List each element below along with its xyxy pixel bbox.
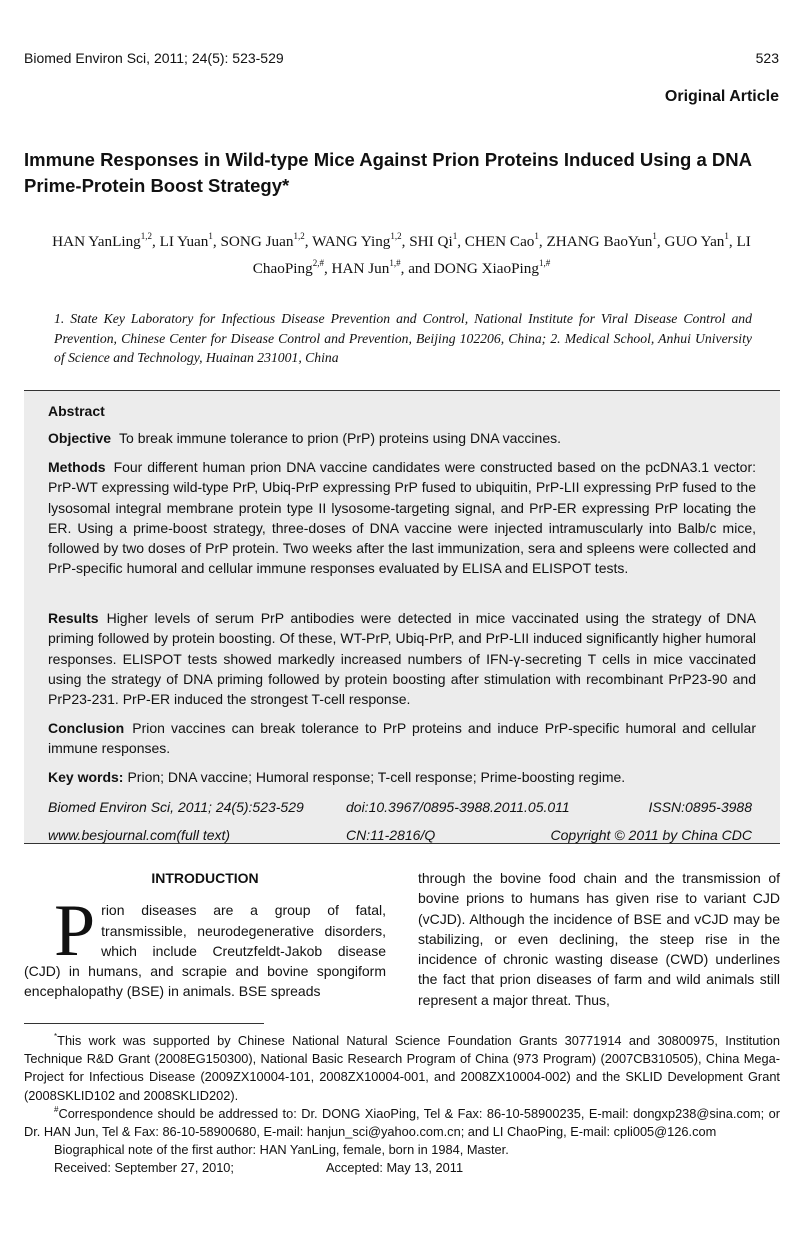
abstract-keywords [48,767,756,787]
abstract-methods [48,457,756,579]
conclusion-label: Conclusion [48,720,125,736]
abstract-objective [48,428,756,448]
author-name: SHI Qi [409,233,453,250]
author-name: DONG XiaoPing [433,260,539,277]
citation-copyright: Copyright © 2011 by China CDC [550,827,752,843]
affiliations: 1. State Key Laboratory for Infectious Disease Prevention and Control, National Institute for Viral Disease Control and Prevention, Chinese Center for Disease Control and Prevention, Beijing 102206, China; 2. Medical School, Anhui University of Science and Technology, Huainan 231001, China [54,311,752,365]
correspondence-text: Correspondence should be addressed to: Dr. DONG XiaoPing, Tel & Fax: 86-10-58900235, E-mail: dongxp238@sina.com; or Dr. HAN Jun, Tel & Fax: 86-10-58900680, E-mail: hanjun_sci@yahoo.com.cn; and LI ChaoPing, E-mail: cpli005@126.com [24,1105,780,1140]
results-label: Results [48,610,99,626]
page-number: 523 [755,50,779,66]
article-type-label: Original Article [664,88,779,105]
author-name: LI Yuan [159,233,209,250]
introduction-heading: INTRODUCTION [151,870,259,886]
abstract-results [48,608,756,709]
author-list: HAN YanLing$^{1,2}$, LI Yuan$^1$, SONG Juan$^{1,2}$, WANG Ying$^{1,2}$, SHI Qi$^1$, CHEN Cao$^1$, ZHANG BaoYun$^1$, GUO Yan$^1$, LI ChaoPing$^{2,\#}$, HAN Jun$^{1,\#}$, and DONG XiaoPing$^{1,\#}$ [52,231,751,277]
introduction-paragraph [24,890,386,1001]
author-name: HAN Jun [331,260,390,277]
author-affiliation-mark: 1,2 [390,231,402,241]
author-name: ZHANG BaoYun [546,233,653,250]
author-name: LI ChaoPing [252,233,751,277]
dates-line [24,1159,780,1177]
journal-reference: Biomed Environ Sci, 2011; 24(5): 523-529 [24,50,284,66]
author-affiliation-mark: 1 [452,231,458,241]
author-name: SONG Juan [220,233,294,250]
introduction-right-column [418,868,780,1010]
introduction-left-text: rion diseases are a group of fatal, transmissible, neurodegenerative disorders, which include Creutzfeldt-Jakob disease (CJD) in humans, and scrapie and bovine spongiform encephalopathy (BSE) in animals. BSE spreads [24,902,386,1000]
introduction-left-column [24,868,386,1002]
keywords-label: Key words: [48,769,124,785]
author-affiliation-mark: 1,2 [140,231,153,241]
accepted-date: Accepted: May 13, 2011 [326,1160,464,1176]
funding-footnote [24,1032,780,1105]
correspondence-mark: # [54,1104,59,1114]
introduction-right-text: through the bovine food chain and the transmission of bovine prions to humans has given rise to variant CJD (vCJD). Although the incidence of BSE and vCJD may be stabilizing, or even declining, the steep rise in the incidence of chronic wasting disease (CWD) underlines the fact that prion diseases of farm and wild animals still represent a major threat. Thus, [418,870,780,1008]
citation-doi: doi:10.3967/0895-3988.2011.05.011 [346,799,570,815]
results-text: Higher levels of serum PrP antibodies were detected in mice vaccinated using the strategy of DNA priming followed by protein boosting. Of these, WT-PrP, Ubiq-PrP, and PrP-LII induced significantly higher humoral responses. ELISPOT tests showed markedly increased numbers of IFN-γ-secreting T cells in mice vaccinated using the strategy of DNA priming followed by protein boosting after stimulation with recombinant PrP23-90 and PrP23-231. PrP-ER induced the strongest T-cell response. [48,610,756,708]
footnote-divider [24,1023,264,1024]
citation-website[interactable]: www.besjournal.com(full text) [48,827,231,843]
author-affiliation-mark: 1 [652,231,657,241]
objective-label: Objective [48,430,112,446]
methods-text: Four different human prion DNA vaccine candidates were constructed based on the pcDNA3.1 vector: PrP-WT expressing wild-type PrP, Ubiq-PrP expressing PrP fused to ubiquitin, PrP-LII expressing PrP fused to the lysosomal integral membrane protein type II lysosome-targeting signal, and PrP-ER expressing PrP locating the ER. Using a prime-boost strategy, three-doses of DNA vaccine were injected intramuscularly into Balb/c mice, followed by two doses of PrP protein. Two weeks after the last immunization, sera and spleens were collected and PrP-specific humoral and cellular immune responses evaluated by ELISA and ELISPOT tests. [48,459,756,577]
author-affiliation-mark: 1 [534,231,539,241]
author-affiliation-mark: 1 [724,231,729,241]
citation-issn: ISSN:0895-3988 [648,799,752,815]
page-title: Immune Responses in Wild-type Mice Against Prion Proteins Induced Using a DNA Prime-Protein Boost Strategy* [24,149,752,196]
citation-journal: Biomed Environ Sci, 2011; 24(5):523-529 [48,799,304,815]
bio-note: Biographical note of the first author: HAN YanLing, female, born in 1984, Master. [54,1142,509,1158]
author-name: GUO Yan [664,233,725,250]
funding-mark: * [54,1032,58,1041]
funding-text: This work was supported by Chinese National Natural Science Foundation Grants 30771914 and 30800975, Institution Technique R&D Grant (2008EG150300), National Basic Research Program of China (973 Program) (2007CB310505), China Mega-Project for Infectious Disease (2009ZX10004-101, 2008ZX10004-001, and 2008ZX10004-002) and the SKLID Development Grant (2008SKLID102 and 2008SKLID202). [24,1033,780,1103]
dropcap-letter: P [54,890,96,973]
received-date: Received: September 27, 2010; [54,1160,234,1176]
author-affiliation-mark: 1,# [538,258,551,268]
author-affiliation-mark: 1,# [389,258,401,268]
correspondence-footnote [24,1105,780,1141]
methods-label: Methods [48,459,106,475]
keywords-text: Prion; DNA vaccine; Humoral response; T-cell response; Prime-boosting regime. [127,769,626,785]
author-name: WANG Ying [312,233,391,250]
abstract-heading: Abstract [48,403,105,419]
author-name: CHEN Cao [464,233,535,250]
abstract-conclusion [48,718,756,759]
conclusion-text: Prion vaccines can break tolerance to PrP proteins and induce PrP-specific humoral and cellular immune responses. [48,720,756,757]
author-affiliation-mark: 1,2 [293,231,305,241]
author-affiliation-mark: 2,# [312,258,324,268]
footnotes [24,1032,780,1178]
author-name: HAN YanLing [52,233,141,250]
objective-text: To break immune tolerance to prion (PrP) proteins using DNA vaccines. [119,430,562,446]
author-affiliation-mark: 1 [208,231,213,241]
citation-cn: CN:11-2816/Q [346,827,436,843]
abstract-box [24,390,780,844]
